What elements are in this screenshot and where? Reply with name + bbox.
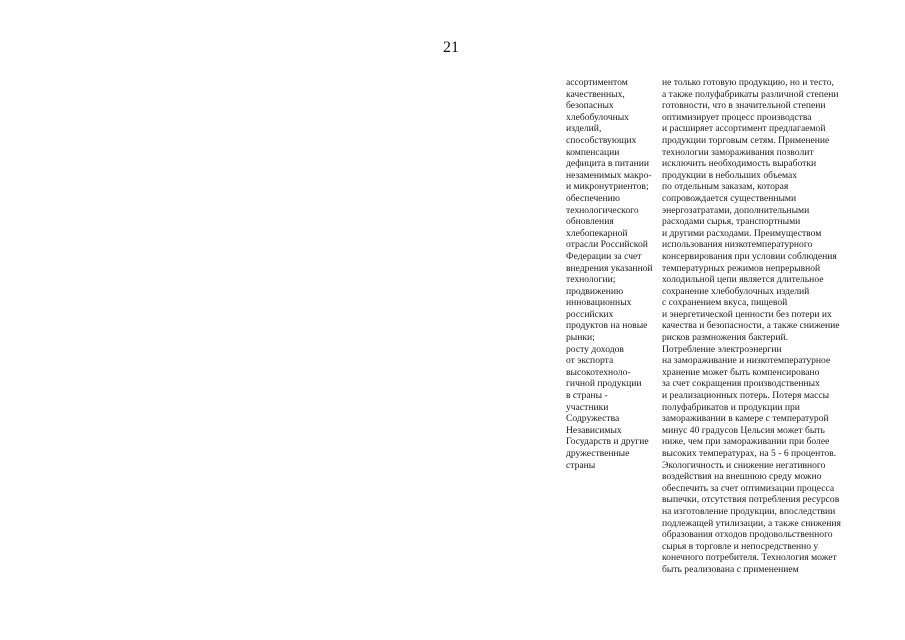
left-column-line: безопасных — [566, 100, 614, 112]
right-column-line: обеспечить за счет оптимизации процесса — [662, 482, 835, 494]
right-column-line: рисков размножения бактерий. — [662, 332, 788, 344]
right-column-line: исключить необходимость выработки — [662, 158, 817, 170]
right-column-text — [662, 77, 841, 576]
left-column-line: дефицита в питании — [566, 158, 650, 170]
left-column-line: хлебопекарной — [566, 227, 628, 239]
left-column-line: страны — [566, 459, 596, 471]
left-column-line: Содружества — [566, 413, 620, 425]
right-column-line: замораживании в камере с температурой — [662, 413, 829, 425]
left-column-line: продуктов на новые — [566, 320, 648, 332]
right-column-line: и реализационных потерь. Потеря массы — [662, 390, 830, 402]
left-column-line: от экспорта — [566, 355, 614, 367]
right-column-line: качества и безопасности, а также снижение — [662, 320, 840, 332]
right-column-line: использования низкотемпературного — [662, 239, 813, 251]
left-column-text — [566, 77, 653, 471]
right-column-line: а также полуфабрикаты различной степени — [662, 88, 839, 100]
left-column-line: росту доходов — [566, 343, 624, 355]
left-column-line: обновления — [566, 216, 614, 228]
left-column-line: технологического — [566, 204, 639, 216]
right-column-line: консервирования при условии соблюдения — [662, 250, 837, 262]
left-column-line: технологии; — [566, 274, 616, 286]
right-column-line: и расширяет ассортимент предлагаемой — [662, 123, 826, 135]
left-column-line: внедрения указанной — [566, 262, 653, 274]
left-column-line: отрасли Российской — [566, 239, 648, 251]
right-column-line: температурных режимов непрерывной — [662, 262, 821, 274]
right-column-line: за счет сокращения производственных — [662, 378, 820, 390]
right-column-line: высоких температурах, на 5 - 6 процентов. — [662, 448, 837, 459]
right-column-line: конечного потребителя. Технология может — [662, 552, 837, 564]
right-column-line: по отдельным заказам, которая — [662, 181, 789, 193]
right-column-line: на изготовление продукции, впоследствии — [662, 505, 836, 517]
right-column-line: выпечки, отсутствия потребления ресурсов — [662, 494, 840, 506]
right-column-line: расходами сырья, транспортными — [662, 216, 801, 228]
right-column-line: хранение может быть компенсировано — [662, 366, 820, 378]
left-column-line: и микронутриентов; — [566, 181, 649, 193]
left-column-line: Государств и другие — [566, 436, 649, 448]
left-column-line: продвижению — [566, 285, 624, 297]
left-column-line: незаменимых макро- — [566, 169, 652, 181]
left-column-line: в страны - — [566, 390, 608, 402]
right-column-line: Потребление электроэнергии — [662, 343, 782, 355]
left-column-line: способствующих — [566, 134, 637, 146]
right-column-line: воздействия на внешнюю среду можно — [662, 471, 822, 483]
right-column-line: продукции торговым сетям. Применение — [662, 134, 830, 146]
left-column-line: качественных, — [566, 88, 625, 100]
right-column-line: сопровождается существенными — [662, 192, 797, 204]
right-column-line: технологии замораживания позволит — [662, 146, 814, 158]
left-column-line: обеспечению — [566, 192, 620, 204]
left-column-line: высокотехноло- — [566, 366, 631, 378]
left-column-line: изделий, — [566, 123, 602, 135]
right-column-line: готовности, что в значительной степени — [662, 100, 826, 112]
left-column-line: ассортиментом — [566, 77, 628, 88]
left-column-line: участники — [566, 401, 609, 413]
right-column-line: полуфабрикатов и продукции при — [662, 401, 800, 413]
left-column-line: дружественные — [566, 448, 630, 459]
right-column-line: холодильной цепи является длительное — [662, 274, 824, 286]
left-column-line: Федерации за счет — [566, 250, 642, 262]
right-column-line: сохранение хлебобулочных изделий — [662, 285, 810, 297]
right-column-line: с сохранением вкуса, пищевой — [662, 297, 788, 309]
right-column-line: энергозатратами, дополнительными — [662, 204, 810, 216]
left-column-line: рынки; — [566, 332, 595, 344]
right-column-line: и другими расходами. Преимуществом — [662, 227, 822, 239]
right-column-line: и энергетической ценности без потери их — [662, 308, 832, 320]
right-column-line: Экологичность и снижение негативного — [662, 459, 826, 471]
left-column-line: Независимых — [566, 424, 622, 436]
right-column-line: сырья в торговле и непосредственно у — [662, 540, 819, 552]
right-column-line: продукции в небольших объемах — [662, 169, 798, 181]
left-column-line: хлебобулочных — [566, 111, 629, 123]
right-column-line: подлежащей утилизации, а также снижения — [662, 517, 841, 529]
left-column-line: гичной продукции — [566, 378, 642, 390]
left-column-line: инновационных — [566, 297, 632, 309]
right-column-line: на замораживание и низкотемпературное — [662, 355, 831, 367]
right-column-line: образования отходов продовольственного — [662, 529, 833, 541]
right-column-line: быть реализована с применением — [662, 563, 799, 575]
right-column-line: ниже, чем при замораживании при более — [662, 436, 830, 448]
page-number: 21 — [443, 39, 459, 56]
left-column-line: компенсации — [566, 146, 620, 158]
right-column-line: минус 40 градусов Цельсия может быть — [662, 424, 825, 436]
right-column-line: оптимизирует процесс производства — [662, 111, 812, 123]
right-column-line: не только готовую продукцию, но и тесто, — [662, 77, 834, 88]
left-column-line: российских — [566, 308, 614, 320]
